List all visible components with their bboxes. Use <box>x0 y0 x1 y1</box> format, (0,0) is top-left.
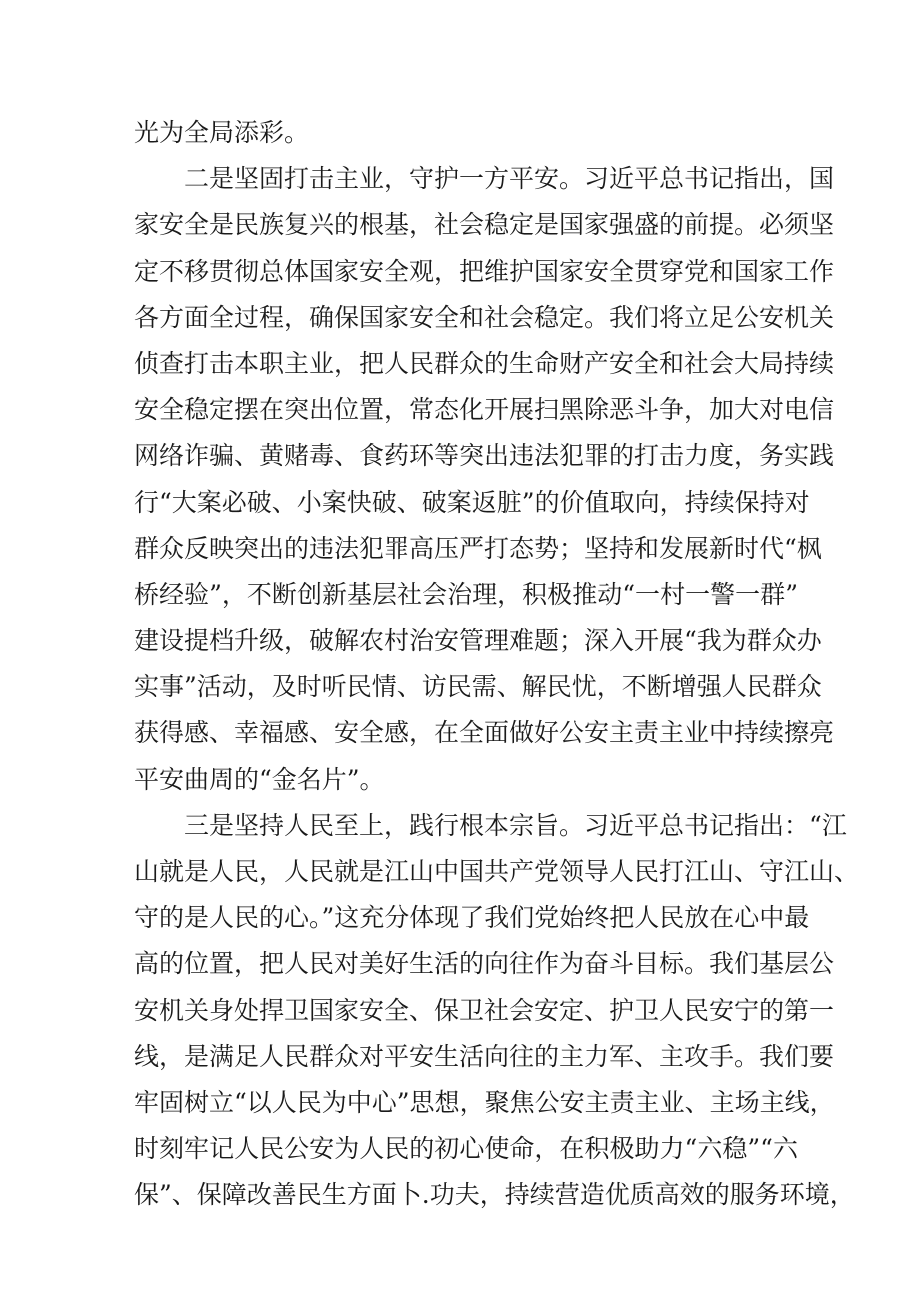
text-line: 线，是满足人民群众对平安生活向往的主力军、主攻手。我们要 <box>134 1041 835 1071</box>
text-line: 获得感、幸福感、安全感，在全面做好公安主责主业中持续擦亮 <box>134 718 835 748</box>
text-line: 保”、保障改善民生方面卜.功夫，持续营造优质高效的服务环境， <box>134 1180 855 1210</box>
text-line: 建设提档升级，破解农村治安管理难题；深入开展“我为群众办 <box>134 626 822 656</box>
text-line: 三是坚持人民至上，践行根本宗旨。习近平总书记指出：“江 <box>184 810 847 840</box>
paragraph <box>134 156 835 803</box>
text-line: 牢固树立“以人民为中心”思想，聚焦公安主责主业、主场主线， <box>134 1087 835 1117</box>
text-line: 光为全局添彩。 <box>134 118 310 147</box>
text-line: 实事”活动，及时听民情、访民需、解民忧，不断增强人民群众 <box>134 672 822 702</box>
text-line: 家安全是民族复兴的根基，社会稳定是国家强盛的前提。必须坚 <box>134 210 835 240</box>
text-line: 群众反映突出的违法犯罪高压严打态势；坚持和发展新时代“枫 <box>134 533 822 563</box>
text-line: 时刻牢记人民公安为人民的初心使命，在积极助力“六稳”“六 <box>134 1134 798 1164</box>
text-line: 高的位置，把人民对美好生活的向往作为奋斗目标。我们基层公 <box>134 949 835 979</box>
paragraph <box>134 803 860 1219</box>
text-line: 安全稳定摆在突出位置，常态化开展扫黑除恶斗争，加大对电信 <box>134 395 835 425</box>
text-line: 安机关身处捍卫国家安全、保卫社会安定、护卫人民安宁的第一 <box>134 995 835 1025</box>
text-line: 侦查打击本职主业，把人民群众的生命财产安全和社会大局持续 <box>134 348 835 378</box>
paragraph <box>134 110 798 156</box>
text-line: 桥经验”，不断创新基层社会治理，积极推动“一村一警一群” <box>134 579 798 609</box>
text-line: 定不移贯彻总体国家安全观，把维护国家安全贯穿党和国家工作 <box>134 256 835 286</box>
text-line: 二是坚固打击主业，守护一方平安。习近平总书记指出，国 <box>184 164 835 194</box>
text-line: 山就是人民，人民就是江山中国共产党领导人民打江山、守江山、 <box>134 857 860 886</box>
text-line: 守的是人民的心。”这充分体现了我们党始终把人民放在心中最 <box>134 903 810 933</box>
text-line: 平安曲周的“金名片”。 <box>134 764 385 794</box>
text-line: 各方面全过程，确保国家安全和社会稳定。我们将立足公安机关 <box>134 302 835 332</box>
text-line: 行“大案必破、小案快破、破案返脏”的价值取向，持续保持对 <box>134 487 810 517</box>
text-line: 网络诈骗、黄赌毒、食药环等突出违法犯罪的打击力度，务实践 <box>134 441 835 471</box>
body-text <box>134 110 860 1219</box>
